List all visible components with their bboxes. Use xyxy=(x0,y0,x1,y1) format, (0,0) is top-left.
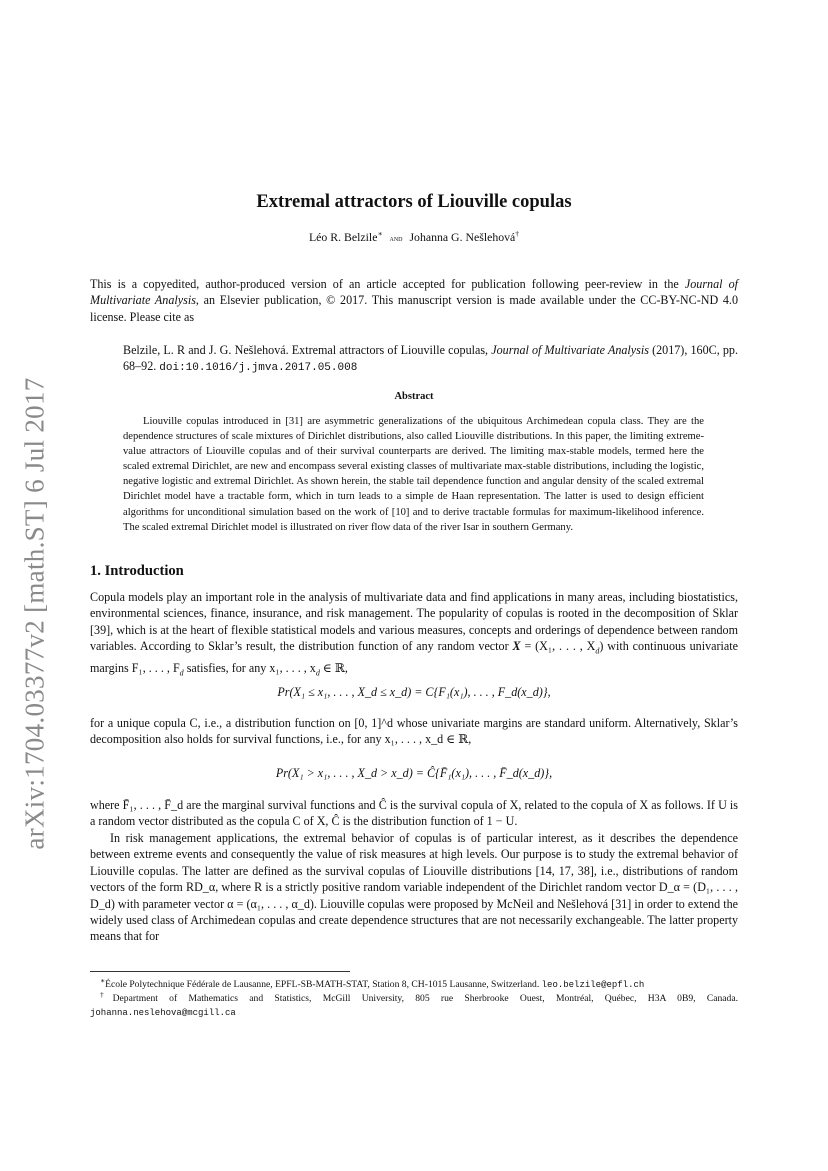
intro-paragraph-1: Copula models play an important role in the analysis of multivariate data and find applications in many areas, including biostatistics, environmental sciences, finance, insurance, and risk management. The popularity of copulas is rooted in the decomposition of Sklar [39], which is at the heart of flexible statistical models and various measures, concepts and orderings of dependence between random variables. According to Sklar’s result, the distribution function of any random vector X = (X₁, . . . , $X_d$) with continuous univariate margins F₁, . . . , $F_d$ satisfies, for any x₁, . . . , $x_d$ ∈ ℝ, xyxy=(90,590,738,678)
intro-p1-text: Copula models play an important role in the analysis of multivariate data and find applications in many areas, including biostatistics, environmental sciences, finance, insurance, and risk management. The popularity of copulas is rooted in the decomposition of Sklar [39], which is at the heart of flexible statistical models and various measures, concepts and orderings of dependence between random variables. According to Sklar’s result, the distribution function of any random vector xyxy=(90,590,738,654)
paper-title: Extremal attractors of Liouville copulas xyxy=(256,192,572,212)
citation-journal: Journal of Multivariate Analysis xyxy=(491,343,649,357)
footnote-1-text: École Polytechnique Fédérale de Lausanne, EPFL-SB-MATH-STAT, Station 8, CH-1015 Lausanne, Switzerland. xyxy=(105,979,542,990)
intro-p1-tail2: ∈ ℝ, xyxy=(319,661,348,676)
author-1: Léo R. Belzile xyxy=(308,230,378,244)
arxiv-sidebar-stamp xyxy=(10,368,60,858)
notice-part-a: This is a copyedited, author-produced version of an article accepted for publication following peer-review in the xyxy=(90,277,679,291)
author-conjunction: and xyxy=(389,233,403,243)
citation-block xyxy=(123,342,738,377)
intro-paragraph-3: where F̄₁, . . . , F̄_d are the marginal survival functions and Ĉ is the survival copula of X, related to the copula of X as follows. If U is a random vector distributed as the copula C of X, Ĉ is the distribution function of 1 − U. xyxy=(90,798,738,829)
notice-part-b: , an Elsevier publication, © 2017. This manuscript version is made available under the CC-BY-NC-ND 4.0 license. Please cite as xyxy=(90,293,739,324)
equation-sklar: Pr(X₁ ≤ x₁, . . . , X_d ≤ x_d) = C{F₁(x₁), . . . , F_d(x_d)}, xyxy=(277,685,551,699)
intro-paragraph-4: In risk management applications, the extremal behavior of copulas is of particular interest, as it describes the dependence between extreme events and consequently the value of risk measures at high levels. Our purpose is to study the extremal behavior of Liouville copulas. The latter are defined as the survival copulas of Liouville distributions [14, 17, 38], i.e., distributions of random vectors of the form RD_α, where R is a strictly positive random variable independent of the Dirichlet random vector D_α = (D₁, . . . , D_d) with parameter vector α = (α₁, . . . , α_d). Liouville copulas were proposed by McNeil and Nešlehová [31] in order to extend the widely used class of Archimedean copulas and create dependence structures that are not necessarily exchangeable. The latter property means that for xyxy=(90,831,738,944)
arxiv-identifier: arXiv:1704.03377v2 [math.ST] 6 Jul 2017 xyxy=(19,376,50,850)
citation-doi[interactable]: doi:10.1016/j.jmva.2017.05.008 xyxy=(159,362,358,375)
citation-authors: Belzile, L. R and J. G. Nešlehová. Extremal attractors of Liouville copulas, xyxy=(123,343,492,357)
intro-p1-end: ) with continuous univariate margins F₁, . . . , F xyxy=(90,639,738,676)
intro-p1-tail: satisfies, for any x₁, . . . , x xyxy=(183,661,316,676)
abstract-heading: Abstract xyxy=(394,391,434,402)
footnote-2-mark: † xyxy=(100,990,113,1000)
footnote-1-mark: ∗ xyxy=(100,975,106,985)
intro-p1-vector: X xyxy=(512,639,521,654)
footnote-divider xyxy=(90,971,350,972)
author-1-mark: ∗ xyxy=(377,229,383,239)
copyright-notice xyxy=(90,276,738,325)
abstract-text: Liouville copulas introduced in [31] are asymmetric generalizations of the ubiquitous Archimedean copula class. They are the dependence structures of scale mixtures of Dirichlet distributions, also called Liouville distributions. In this paper, the limiting extreme-value attractors of Liouville copulas and of their survival counterparts are derived. The limiting max-stable models, termed here the scaled extremal Dirichlet, are new and encompass several existing classes of multivariate max-stable distributions, including the logistic, negative logistic and extremal Dirichlet. As shown herein, the stable tail dependence function and angular density of the scaled extremal Dirichlet model have a tractable form, which in turn leads to a simple de Haan representation. The latter is used to design efficient algorithms for unconditional simulation based on the work of [10] and to derive tractable formulas for maximum-likelihood inference. The scaled extremal Dirichlet model is illustrated on river flow data of the river Isar in southern Germany. xyxy=(123,416,704,533)
notice-journal: Journal of Multivariate Analysis xyxy=(90,277,738,308)
footnote-2 xyxy=(90,992,738,1020)
intro-paragraph-2: for a unique copula C, i.e., a distribution function on [0, 1]^d whose univariate margins are standard uniform. Alternatively, Sklar’s decomposition also holds for survival functions, i.e., for any x₁, . . . , x_d ∈ ℝ, xyxy=(90,716,738,747)
citation-details: (2017), 160C, pp. 68–92. xyxy=(123,343,738,374)
footnote-1-email[interactable]: leo.belzile@epfl.ch xyxy=(541,980,645,990)
author-line xyxy=(90,230,738,245)
footnote-2-text: Department of Mathematics and Statistics, McGill University, 805 rue Sherbrooke Ouest, Montréal, Québec, H3A 0B9, Canada. xyxy=(112,993,738,1005)
equation-survival: Pr(X₁ > x₁, . . . , X_d > x_d) = Ĉ{F̄₁(x₁), . . . , F̄_d(x_d)}, xyxy=(275,766,553,780)
section-heading-introduction: 1. Introduction xyxy=(90,563,184,579)
footnote-2-email[interactable]: johanna.neslehova@mcgill.ca xyxy=(90,1008,236,1019)
intro-p1-mid: = (X₁, . . . , X xyxy=(520,639,596,654)
author-2: Johanna G. Nešlehová xyxy=(409,230,516,244)
footnote-1 xyxy=(90,975,738,992)
footnotes xyxy=(90,975,738,1021)
author-2-mark: † xyxy=(515,229,520,239)
